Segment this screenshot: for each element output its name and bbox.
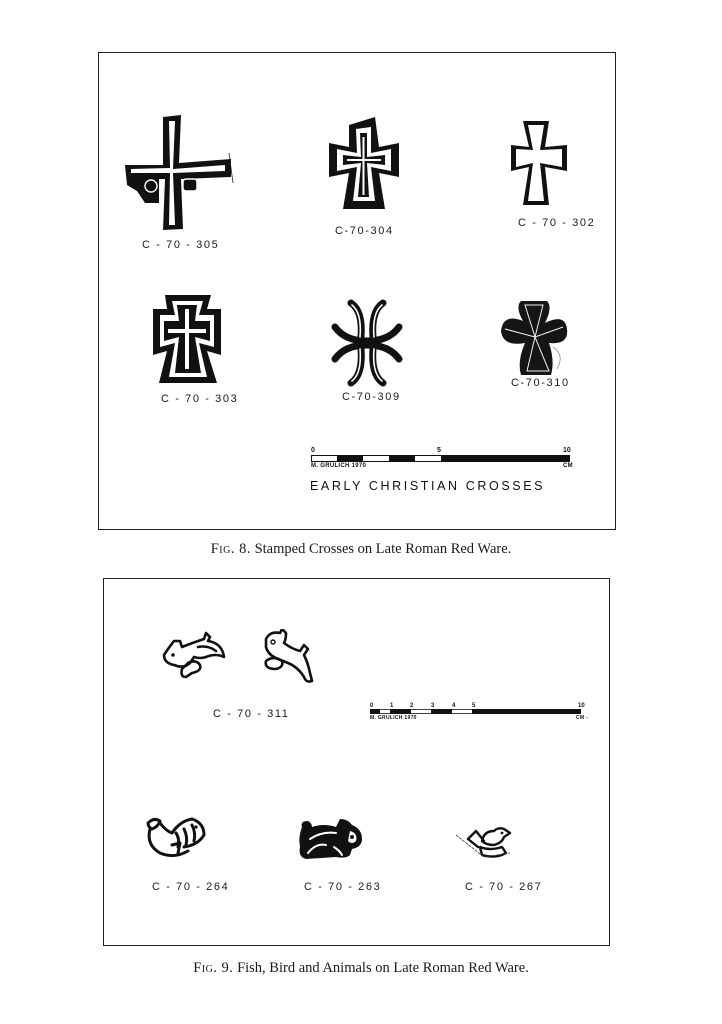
scale-bar-graphic [311,455,571,462]
cross-310-icon [499,299,571,379]
scale-tick-3: 3 [431,703,435,709]
fish-stamp-c-70-264 [144,815,208,859]
cross-302-icon [509,119,569,209]
item-label: C - 70 - 267 [465,881,543,893]
scale-bar-graphic [370,709,582,714]
scale-bar [311,447,581,477]
scale-tick-2: 2 [410,703,414,709]
animal-311-right-icon [260,629,316,687]
scale-unit: CM - [576,715,589,721]
item-label: C - 70 - 302 [518,217,596,229]
cross-stamp-c-70-303 [151,293,223,385]
animal-311-left-icon [160,629,230,681]
bird-267-icon [456,825,514,861]
cross-305-icon [123,113,235,233]
item-label: C-70-310 [511,377,570,389]
item-label: C - 70 - 305 [142,239,220,251]
scale-tick-0: 0 [311,447,315,454]
scale-tick-4: 4 [452,703,456,709]
scale-tick-10: 10 [578,703,585,709]
scale-tick-10: 10 [563,447,571,454]
cross-stamp-c-70-309 [327,297,407,389]
item-label: C - 70 - 311 [213,708,290,720]
scale-tick-1: 1 [390,703,394,709]
animal-stamp-c-70-311-right [260,629,316,687]
cross-stamp-c-70-304 [327,115,401,213]
figure-number: Fig. 9. [193,960,234,976]
fish-264-icon [144,815,208,859]
item-label: C-70-309 [342,391,401,403]
cross-stamp-c-70-310 [499,299,571,379]
cross-309-icon [327,297,407,389]
scale-tick-5: 5 [437,447,441,454]
figure-9-caption [0,960,722,977]
animal-263-icon [296,817,364,861]
scale-bar [370,703,590,729]
figure-9-plate [103,578,610,946]
bird-stamp-c-70-267 [456,825,514,861]
item-label: C-70-304 [335,225,394,237]
scale-tick-5: 5 [472,703,476,709]
item-label: C - 70 - 264 [152,881,230,893]
cross-304-icon [327,115,401,213]
plate-title: EARLY CHRISTIAN CROSSES [310,479,546,493]
item-label: C - 70 - 263 [304,881,382,893]
scale-unit: CM [563,463,573,469]
figure-8-plate [98,52,616,530]
caption-text: Fish, Bird and Animals on Late Roman Red Ware. [237,960,529,976]
scale-credit: M. GRULICH 1970 [370,715,417,721]
figure-8-caption [0,541,722,558]
scale-tick-0: 0 [370,703,374,709]
caption-text: Stamped Crosses on Late Roman Red Ware. [254,541,512,557]
cross-stamp-c-70-302 [509,119,569,209]
scale-credit: M. GRULICH 1970 [311,463,367,469]
cross-303-icon [151,293,223,385]
figure-number: Fig. 8. [210,541,251,557]
cross-stamp-c-70-305 [123,113,235,233]
item-label: C - 70 - 303 [161,393,239,405]
animal-stamp-c-70-263 [296,817,364,861]
animal-stamp-c-70-311-left [160,629,230,681]
